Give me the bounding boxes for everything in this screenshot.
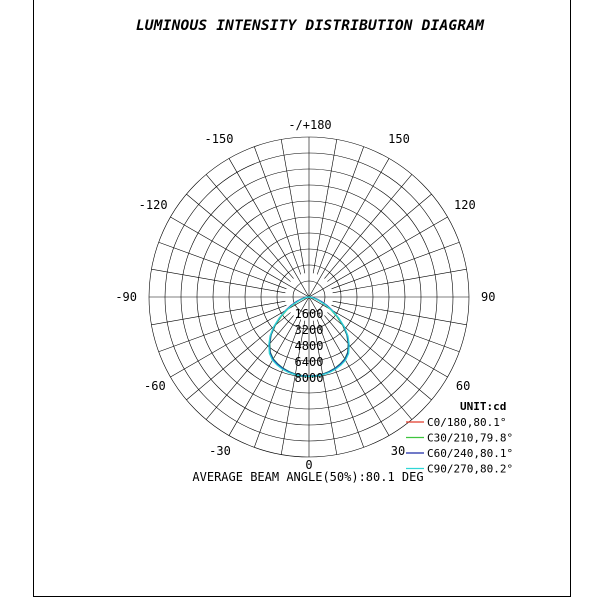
radial-label: 1600 [294, 307, 324, 321]
beam-angle-label: AVERAGE BEAM ANGLE(50%):80.1 DEG [192, 470, 424, 484]
radial-label: 3200 [294, 323, 324, 337]
page-title: LUMINOUS INTENSITY DISTRIBUTION DIAGRAM [135, 18, 485, 34]
angle-label: -60 [144, 379, 166, 393]
legend-entry: C0/180,80.1° [427, 416, 507, 429]
angle-label: 150 [388, 132, 410, 147]
angle-label: -120 [138, 198, 168, 212]
unit-label: UNIT:cd [460, 400, 507, 413]
angle-label: 0 [305, 458, 313, 472]
angle-label: -150 [204, 132, 234, 147]
angle-label: -30 [209, 444, 231, 459]
legend-entry: C90/270,80.2° [427, 462, 514, 476]
legend [406, 400, 513, 476]
legend-entry: C30/210,79.8° [427, 431, 514, 445]
angle-label: 90 [481, 290, 496, 304]
angle-label: 60 [455, 379, 471, 393]
legend-entry: C60/240,80.1° [427, 447, 514, 460]
angle-label: 120 [454, 198, 476, 212]
angle-label: 30 [390, 444, 406, 459]
angle-label: -/+180 [288, 118, 332, 132]
radial-label: 6400 [294, 355, 324, 369]
radial-labels [295, 307, 324, 385]
radial-label: 8000 [294, 371, 324, 385]
angle-label: -90 [115, 290, 137, 304]
radial-label: 4800 [294, 339, 324, 353]
